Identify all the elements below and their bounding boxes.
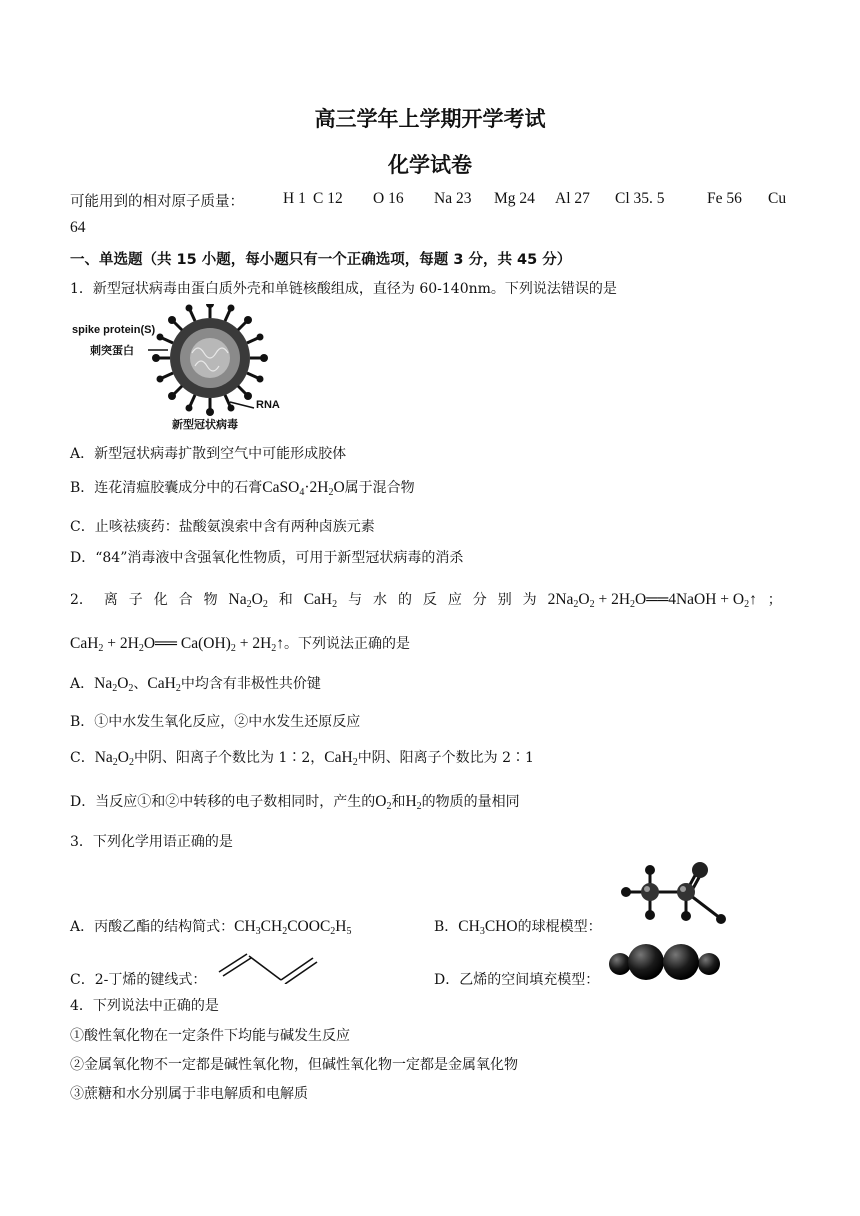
formula-caso4: $CaSO_4\cdot 2H_2O$ — [262, 479, 345, 498]
q3-option-b-post: 的球棍模型： — [517, 919, 602, 935]
ethylene-space-filling — [608, 940, 722, 984]
section-heading: 一、单选题（共 15 小题，每小题只有一个正确选项，每题 3 分，共 45 分） — [70, 252, 572, 268]
formula-na2o2: $Na_2O_2$ — [228, 591, 268, 610]
q1-option-b-post: 属于混合物 — [344, 480, 415, 496]
exam-title: 高三学年上学期开学考试 — [314, 107, 546, 131]
q2-option-d-post: 的物质的量相同 — [421, 794, 520, 810]
mass-o: O 16 — [373, 190, 404, 207]
q2-option-a-post: 中均含有非极性共价键 — [180, 676, 321, 692]
mass-h: H 1 — [283, 190, 306, 207]
q2-word: 分 — [472, 592, 487, 608]
mass-mg: Mg 24 — [494, 190, 535, 207]
q2-word: 和 — [278, 592, 293, 608]
mass-na: Na 23 — [434, 190, 472, 207]
q2-option-d-and: 和 — [391, 794, 406, 810]
q2-stem-line1 — [70, 589, 782, 610]
q2-word: 的 — [397, 592, 412, 608]
q3-option-a — [70, 916, 352, 937]
q1-option-b-pre: B．连花清瘟胶囊成分中的石膏 — [70, 480, 263, 496]
q2-word: 子 — [128, 592, 143, 608]
q2-word: 为 — [522, 592, 537, 608]
q2-option-a-label: A． — [70, 676, 95, 692]
q3-option-b — [434, 916, 602, 937]
q3-option-c: C．2-丁烯的键线式： — [70, 972, 207, 988]
rna-label: RNA — [256, 399, 280, 411]
formula-cah2: CaH$_2$ — [147, 675, 181, 694]
formula-na2o2: $Na_2O_2$ — [94, 675, 134, 694]
formula-o2: $O_2$ — [375, 793, 392, 812]
q2-word: 离 — [103, 592, 118, 608]
virus-caption: 新型冠状病毒 — [172, 418, 238, 431]
q1-option-c: C．止咳祛痰药：盐酸氨溴索中含有两种卤族元素 — [70, 519, 375, 535]
q2-number: 2． — [70, 592, 93, 608]
q3-stem: 3．下列化学用语正确的是 — [70, 834, 233, 850]
atomic-mass-intro: 可能用到的相对原子质量： — [70, 194, 244, 210]
butadiene-skeletal — [216, 946, 320, 984]
ball-stick-model — [612, 858, 730, 928]
q4-item-3: ③蔗糖和水分别属于非电解质和电解质 — [70, 1086, 308, 1102]
q4-item-2: ②金属氧化物不一定都是碱性氧化物，但碱性氧化物一定都是金属氧化物 — [70, 1057, 518, 1073]
q4-stem: 4．下列说法中正确的是 — [70, 998, 219, 1014]
mass-cl: Cl 35. 5 — [615, 190, 665, 207]
q2-option-c-mid1: 中阴、阳离子个数比为 1∶2， — [134, 750, 325, 766]
q2-option-a — [70, 673, 321, 694]
formula-cah2: CaH$_2$ — [324, 749, 358, 768]
q2-option-c-label: C． — [70, 750, 95, 766]
q3-option-b-label: B． — [434, 919, 459, 935]
q3-option-d: D．乙烯的空间填充模型： — [434, 972, 600, 988]
q2-option-a-sep: 、 — [133, 676, 148, 692]
q1-option-b — [70, 477, 415, 498]
q2-stem-tail: 。下列说法正确的是 — [284, 636, 411, 652]
formula-h2: $H_2$ — [405, 793, 422, 812]
q4-item-1: ①酸性氧化物在一定条件下均能与碱发生反应 — [70, 1028, 350, 1044]
q3-option-a-pre: A．丙酸乙酯的结构简式： — [70, 919, 235, 935]
q2-semicolon: ； — [767, 592, 782, 608]
q2-word: 应 — [447, 592, 462, 608]
skeletal-formula — [216, 946, 320, 984]
q1-stem: 1．新型冠状病毒由蛋白质外壳和单链核酸组成，直径为 60-140nm。下列说法错误的是 — [70, 281, 617, 297]
subject-title: 化学试卷 — [388, 153, 472, 177]
spike-protein-label: spike protein(S) — [72, 324, 156, 336]
q1-option-d: D．“84”消毒液中含强氧化性物质，可用于新型冠状病毒的消杀 — [70, 550, 464, 566]
q2-stem-line2 — [70, 633, 410, 654]
virus-figure — [70, 304, 285, 434]
space-filling-model — [608, 940, 722, 984]
q1-option-a: A．新型冠状病毒扩散到空气中可能形成胶体 — [70, 446, 347, 462]
equation-2: $CaH_2 + 2H_2O══$ $Ca(OH)_2$ + $2H_2↑$ — [70, 635, 285, 654]
q2-word: 物 — [203, 592, 218, 608]
q2-word: 化 — [153, 592, 168, 608]
q2-option-b: B．①中水发生氧化反应，②中水发生还原反应 — [70, 714, 361, 730]
formula-ethyl-propanoate: $CH_3CH_2COOC_2H_5$ — [234, 918, 352, 937]
q2-word: 别 — [497, 592, 512, 608]
mass-al: Al 27 — [555, 190, 590, 207]
acetaldehyde-ball-stick — [612, 858, 730, 928]
formula-ch3cho: $CH_3CHO$ — [458, 918, 518, 937]
q2-word: 水 — [373, 592, 387, 608]
q2-word: 反 — [422, 592, 437, 608]
formula-cah2: CaH$_2$ — [303, 591, 338, 610]
mass-c: C 12 — [313, 190, 343, 207]
q2-option-c-mid2: 中阴、阳离子个数比为 2∶1 — [357, 750, 534, 766]
q2-option-d-pre: D．当反应①和②中转移的电子数相同时，产生的 — [70, 794, 376, 810]
atomic-mass-line — [70, 190, 244, 211]
spike-protein-cn-label: 刺突蛋白 — [90, 344, 134, 357]
mass-cu-value: 64 — [70, 219, 86, 236]
mass-fe: Fe 56 — [707, 190, 742, 207]
q2-option-d — [70, 791, 520, 812]
q2-word: 与 — [348, 592, 363, 608]
formula-na2o2: $Na_2O_2$ — [94, 749, 134, 768]
q2-word: 合 — [178, 592, 193, 608]
mass-cu: Cu — [768, 190, 787, 207]
q2-option-c — [70, 747, 534, 768]
equation-1: $2Na_2O_2$ + $2H_2O══4NaOH$ + $O_2↑$ — [547, 591, 757, 610]
